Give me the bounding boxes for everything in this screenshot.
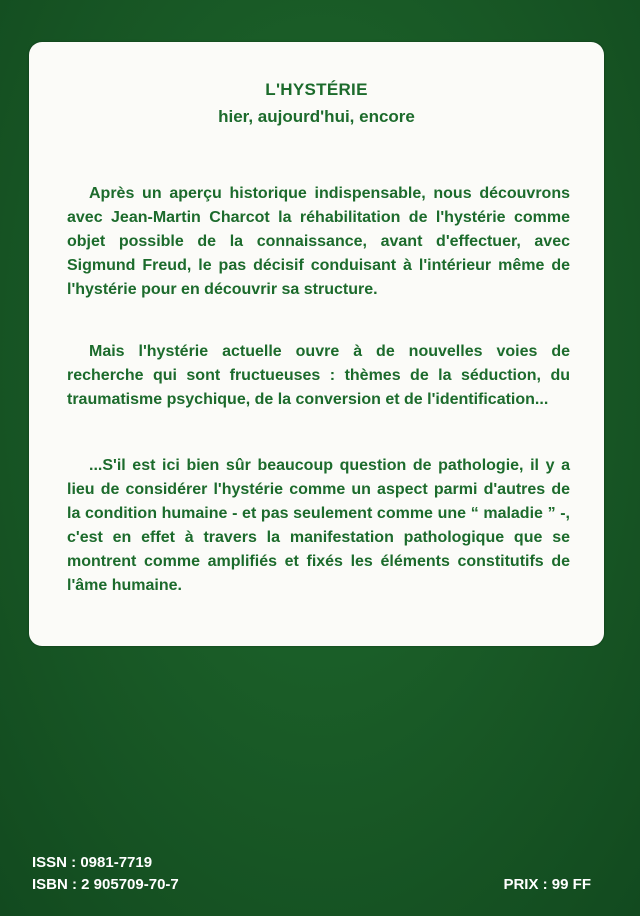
book-subtitle: hier, aujourd'hui, encore [218, 107, 415, 126]
issn-line: ISSN : 0981-7719 [32, 854, 153, 871]
price-label: PRIX : 99 FF [503, 876, 591, 893]
paragraph-2: Mais l'hystérie actuelle ouvre à de nouvelles voies de recherche qui sont fructueuses : thèmes de la séduction, du traumatisme psychique, de la conversion et de l'identification... [67, 343, 570, 408]
paragraph-3: ...S'il est ici bien sûr beaucoup question de pathologie, il y a lieu de considérer l'hystérie comme un aspect parmi d'autres de la condition humaine - et pas seulement comme une “ maladie ” -, c'est en effet à travers la manifestation pathologique que se montrent comme amplifiés et fixés les éléments constitutifs de l'âme humaine. [67, 457, 570, 594]
paragraph-1: Après un aperçu historique indispensable, nous découvrons avec Jean-Martin Charcot la réhabilitation de l'hystérie comme objet possible de la connaissance, avant d'effectuer, avec Sigmund Freud, le pas décisif conduisant à l'intérieur même de l'hystérie pour en découvrir sa structure. [67, 185, 570, 298]
isbn-line: ISBN : 2 905709-70-7 [32, 876, 179, 893]
text-panel [29, 42, 604, 646]
book-title: L'HYSTÉRIE [265, 80, 368, 99]
